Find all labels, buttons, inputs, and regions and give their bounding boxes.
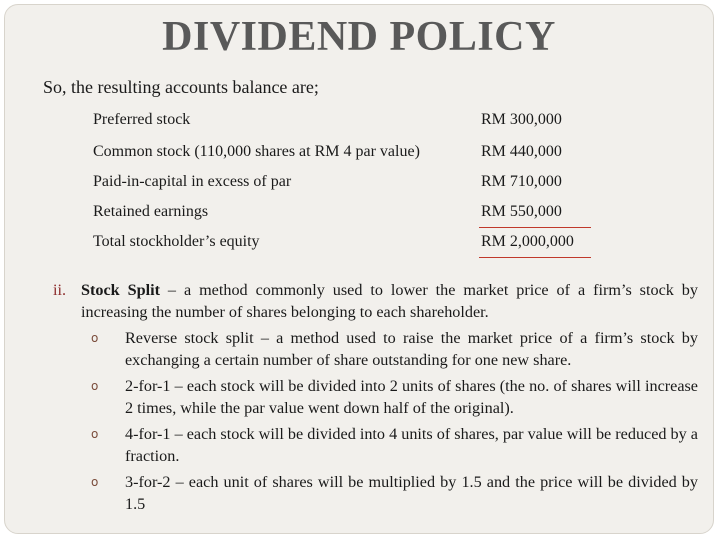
account-label: Common stock (110,000 shares at RM 4 par value) [93, 143, 420, 160]
stock-split-definition-text: – a method commonly used to lower the market price of a firm’s stock by increasing the number of shares belonging to each shareholder. [81, 281, 698, 321]
account-label: Retained earnings [93, 203, 209, 220]
list-item [91, 471, 698, 515]
account-value: RM 2,000,000 [481, 233, 574, 250]
intro-text: So, the resulting accounts balance are; [43, 77, 319, 97]
list-item [91, 375, 698, 419]
list-item-text: 2-for-1 – each stock will be divided into 2 units of shares (the no. of shares will increase 2 times, while the par value went down half of the original). [125, 377, 698, 417]
account-value: RM 550,000 [481, 203, 562, 220]
bullet-icon: o [91, 475, 99, 489]
account-value: RM 300,000 [481, 111, 562, 128]
bullet-icon: o [91, 331, 99, 345]
account-value: RM 710,000 [481, 173, 562, 190]
bullet-icon: o [91, 427, 99, 441]
total-rule-top [479, 227, 591, 228]
list-item [91, 423, 698, 467]
list-item-text: 3-for-2 – each unit of shares will be multiplied by 1.5 and the price will be divided by 1.5 [125, 473, 698, 513]
account-value: RM 440,000 [481, 143, 562, 160]
stock-split-term: Stock Split [81, 281, 160, 299]
stock-split-definition [81, 279, 698, 323]
slide-title: DIVIDEND POLICY [162, 14, 556, 60]
account-label: Paid-in-capital in excess of par [93, 173, 292, 190]
list-item-text: Reverse stock split – a method used to raise the market price of a firm’s stock by exchanging a certain number of share outstanding for one new share. [125, 329, 698, 369]
stock-split-section [53, 279, 698, 515]
list-item [91, 327, 698, 371]
account-label: Preferred stock [93, 111, 191, 128]
slide [4, 4, 714, 534]
list-item-text: 4-for-1 – each stock will be divided into 4 units of shares, par value will be reduced by a fraction. [125, 425, 698, 465]
bullet-icon: o [91, 379, 99, 393]
total-rule-bottom [479, 257, 591, 258]
account-label: Total stockholder’s equity [93, 233, 260, 250]
section-numeral: ii. [53, 281, 67, 299]
